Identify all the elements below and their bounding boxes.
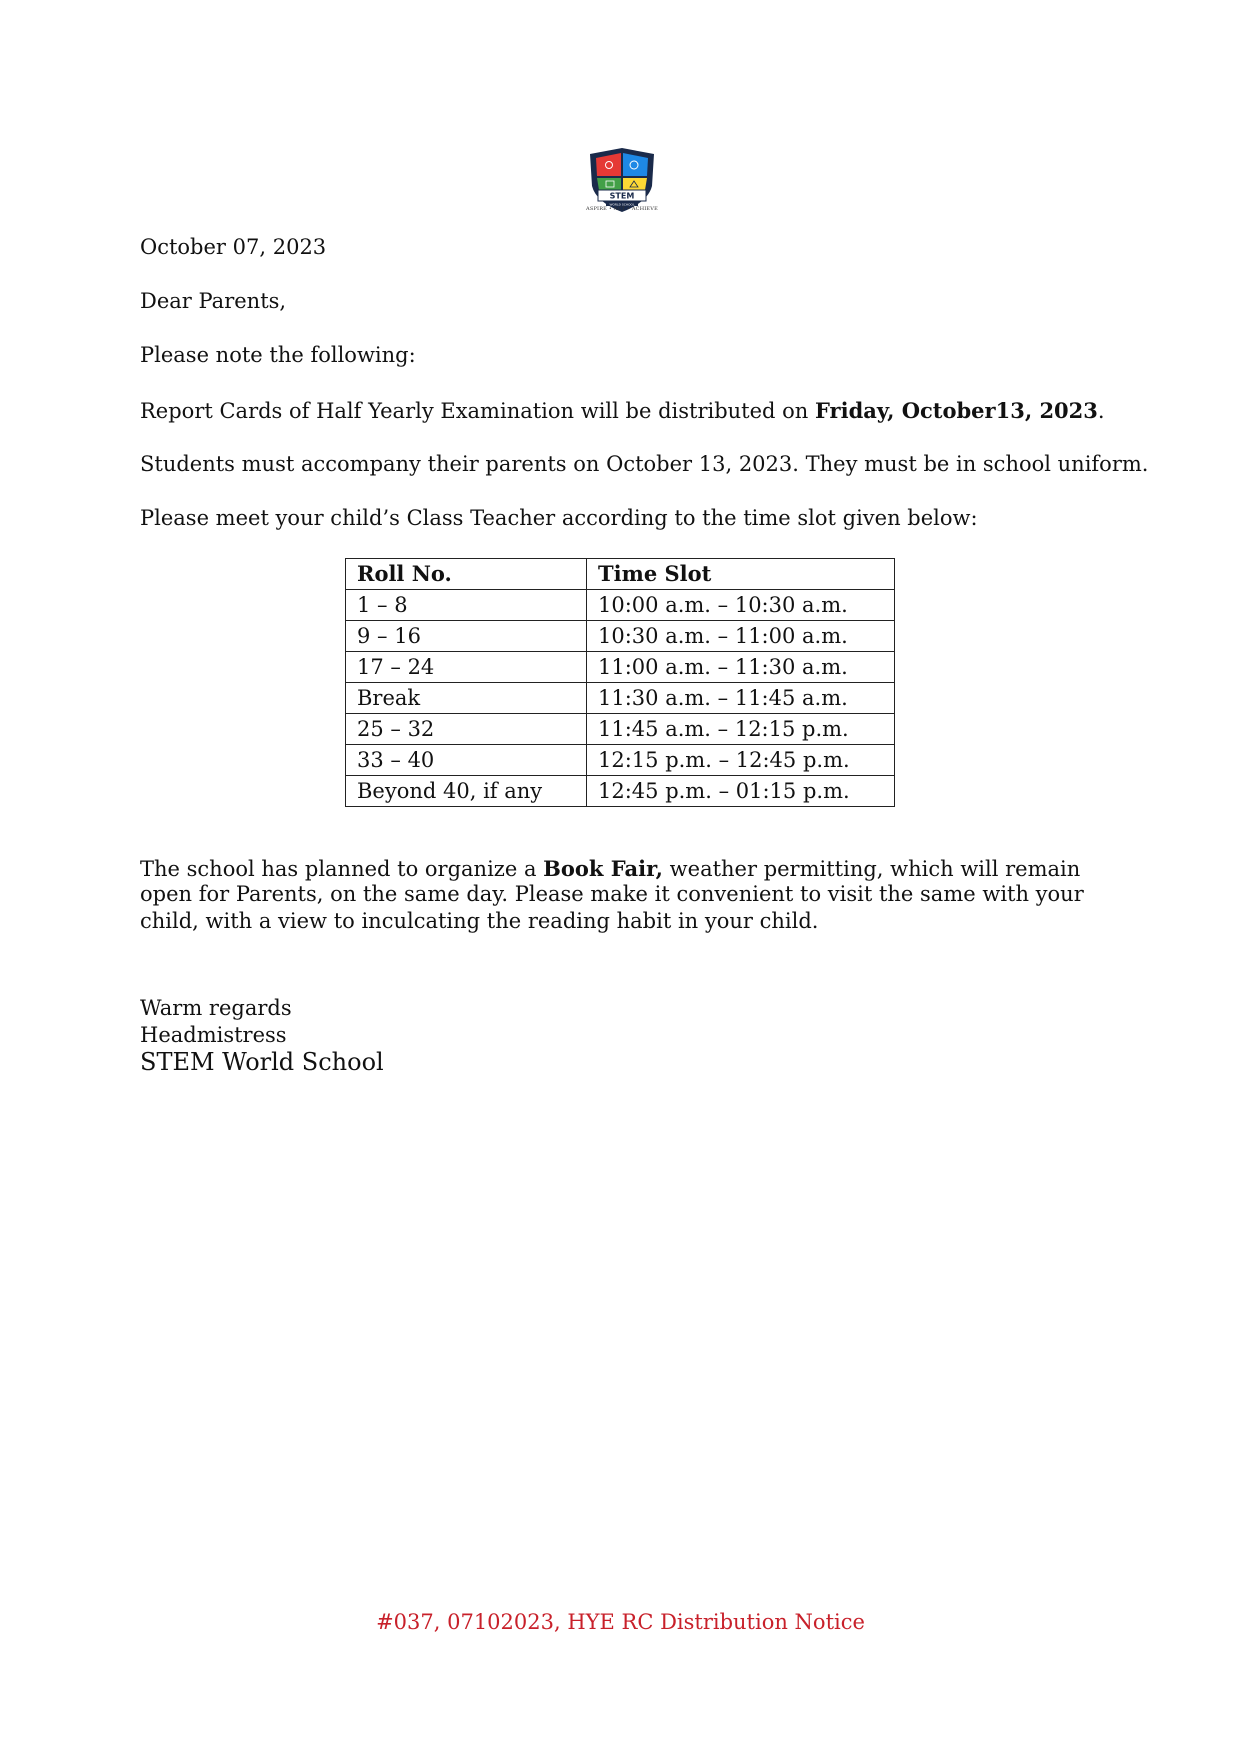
students-note: Students must accompany their parents on October 13, 2023. They must be in school uniform. <box>140 452 1149 476</box>
time-slot: 10:00 a.m. – 10:30 a.m. <box>587 590 895 621</box>
time-slot: 11:00 a.m. – 11:30 a.m. <box>587 652 895 683</box>
roll-range: 33 – 40 <box>346 745 587 776</box>
roll-range: 1 – 8 <box>346 590 587 621</box>
roll-range: Beyond 40, if any <box>346 776 587 807</box>
report-card-line <box>140 397 1105 425</box>
meet-note: Please meet your child’s Class Teacher according to the time slot given below: <box>140 506 978 530</box>
table-header-row <box>346 559 895 590</box>
logo-green-quadrant <box>597 178 621 190</box>
header-time-slot: Time Slot <box>587 559 895 590</box>
book-fair-text: The school has planned to organize a <box>140 857 544 881</box>
logo-tagline: ASPIRE • ACT • ACHIEVE <box>586 206 658 212</box>
report-card-text: Report Cards of Half Yearly Examination will be distributed on <box>140 399 816 423</box>
roll-range: Break <box>346 683 587 714</box>
roll-range: 9 – 16 <box>346 621 587 652</box>
table-row <box>346 714 895 745</box>
salutation: Dear Parents, <box>140 289 287 313</box>
table-row <box>346 745 895 776</box>
table-row <box>346 652 895 683</box>
header-roll-no: Roll No. <box>346 559 587 590</box>
notice-reference: #037, 07102023, HYE RC Distribution Notice <box>376 1610 865 1634</box>
time-slot: 12:45 p.m. – 01:15 p.m. <box>587 776 895 807</box>
table-row <box>346 683 895 714</box>
roll-range: 25 – 32 <box>346 714 587 745</box>
school-name: STEM World School <box>140 1048 384 1076</box>
logo-sub: WORLD SCHOOL <box>609 202 635 207</box>
report-card-end: . <box>1097 399 1105 423</box>
table-row <box>346 776 895 807</box>
logo-yellow-quadrant <box>623 178 647 190</box>
table-row <box>346 590 895 621</box>
time-slot-table <box>345 558 895 807</box>
closing: Warm regards <box>140 996 292 1020</box>
book-fair-line-1 <box>140 855 1080 883</box>
distribution-date: Friday, October13, 2023 <box>815 398 1098 423</box>
book-fair-bold: Book Fair, <box>543 856 663 881</box>
time-slot: 11:45 a.m. – 12:15 p.m. <box>587 714 895 745</box>
roll-range: 17 – 24 <box>346 652 587 683</box>
table-row <box>346 621 895 652</box>
book-fair-line-3: child, with a view to inculcating the reading habit in your child. <box>140 909 819 933</box>
letter-date: October 07, 2023 <box>140 235 327 259</box>
time-slot: 10:30 a.m. – 11:00 a.m. <box>587 621 895 652</box>
time-slot: 11:30 a.m. – 11:45 a.m. <box>587 683 895 714</box>
logo-wordmark: STEM <box>609 191 635 201</box>
book-fair-line-2: open for Parents, on the same day. Please make it convenient to visit the same with your <box>140 882 1084 906</box>
book-fair-text-end: weather permitting, which will remain <box>662 857 1081 881</box>
intro-line: Please note the following: <box>140 343 416 367</box>
signatory-title: Headmistress <box>140 1023 287 1047</box>
time-slot: 12:15 p.m. – 12:45 p.m. <box>587 745 895 776</box>
